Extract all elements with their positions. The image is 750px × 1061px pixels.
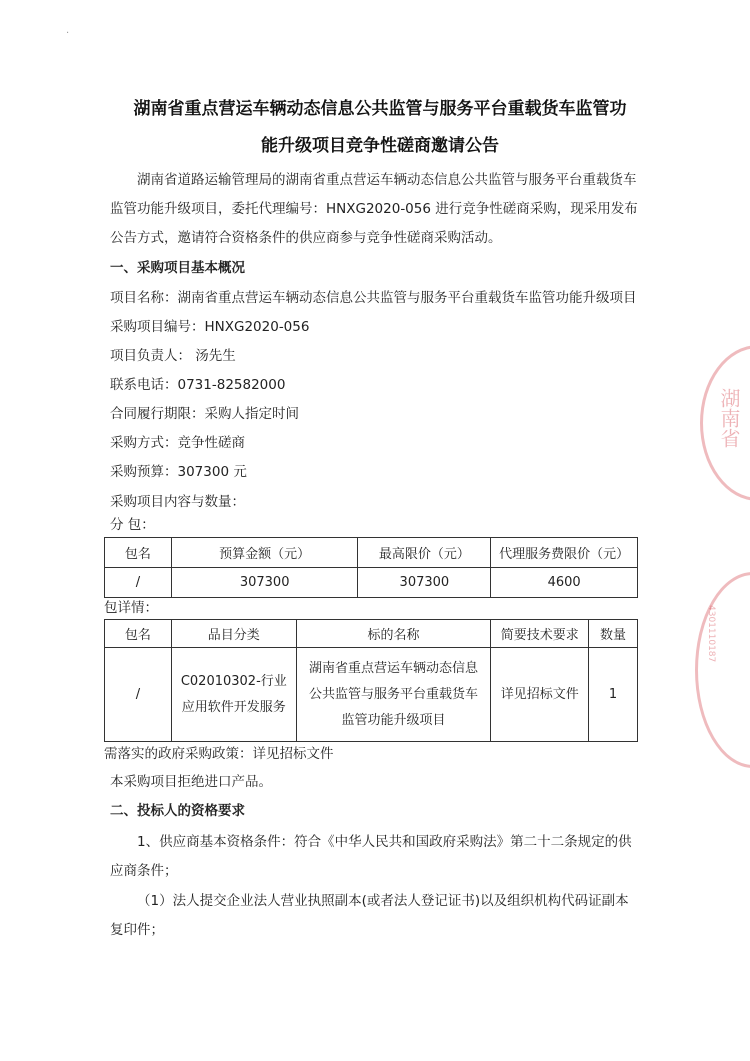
subpackage-table: [104, 537, 638, 598]
table-cell: /: [105, 648, 172, 742]
table-header: 包名: [105, 620, 172, 648]
table-header-row: [105, 620, 638, 648]
section-heading-2: 二、投标人的资格要求: [110, 803, 245, 819]
project-name: 项目名称：湖南省重点营运车辆动态信息公共监管与服务平台重载货车监管功能升级项目: [110, 290, 637, 306]
project-number: 采购项目编号：HNXG2020-056: [110, 319, 310, 335]
reject-import-line: 本采购项目拒绝进口产品。: [110, 774, 272, 790]
policy-line: 需落实的政府采购政策：详见招标文件: [104, 746, 334, 762]
table-header: 数量: [589, 620, 638, 648]
table-cell: 307300: [171, 568, 358, 598]
table-row: [105, 568, 638, 598]
scan-speck: ·: [66, 28, 70, 39]
official-seal: [695, 572, 750, 768]
seal-digits: 4301110187: [706, 605, 716, 663]
table-cell: 1: [589, 648, 638, 742]
official-seal: [700, 345, 750, 501]
table-cell: 307300: [358, 568, 491, 598]
table-header: 简要技术要求: [491, 620, 589, 648]
table-header-row: [105, 538, 638, 568]
requirement-1: 1、供应商基本资格条件：符合《中华人民共和国政府采购法》第二十二条规定的供应商条件；: [110, 834, 632, 879]
table-cell: 湖南省重点营运车辆动态信息公共监管与服务平台重载货车监管功能升级项目: [296, 648, 491, 742]
section-heading-1: 一、采购项目基本概况: [110, 260, 245, 276]
contract-period: 合同履行期限：采购人指定时间: [110, 406, 299, 422]
doc-title-line2: 能升级项目竞争性磋商邀请公告: [261, 136, 499, 156]
table-row: [105, 648, 638, 742]
table-cell: C02010302-行业应用软件开发服务: [171, 648, 296, 742]
procurement-budget: 采购预算：307300 元: [110, 464, 247, 480]
table-header: 包名: [105, 538, 172, 568]
table-header: 标的名称: [296, 620, 491, 648]
package-detail-label: 包详情：: [104, 600, 158, 616]
project-manager: 项目负责人： 汤先生: [110, 348, 236, 364]
contact-phone: 联系电话：0731-82582000: [110, 377, 286, 393]
table-header: 预算金额（元）: [171, 538, 358, 568]
procurement-method: 采购方式：竞争性磋商: [110, 435, 245, 451]
content-quantity-label: 采购项目内容与数量：: [110, 494, 245, 510]
subpackage-label: 分 包：: [110, 517, 155, 533]
doc-title-line1: 湖南省重点营运车辆动态信息公共监管与服务平台重载货车监管功: [133, 99, 627, 119]
table-header: 品目分类: [171, 620, 296, 648]
seal-text: 湖南省: [717, 388, 741, 448]
table-header: 最高限价（元）: [358, 538, 491, 568]
requirement-1-1: （1）法人提交企业法人营业执照副本(或者法人登记证书)以及组织机构代码证副本复印件；: [110, 893, 629, 938]
package-detail-table: [104, 619, 638, 742]
intro-paragraph: 湖南省道路运输管理局的湖南省重点营运车辆动态信息公共监管与服务平台重载货车监管功能升级项目，委托代理编号：HNXG2020-056 进行竞争性磋商采购，现采用发布公告方式，邀请符合资格条件的供应商参与竞争性磋商采购活动。: [110, 172, 638, 246]
table-cell: /: [105, 568, 172, 598]
table-cell: 4600: [491, 568, 638, 598]
table-cell: 详见招标文件: [491, 648, 589, 742]
table-header: 代理服务费限价（元）: [491, 538, 638, 568]
